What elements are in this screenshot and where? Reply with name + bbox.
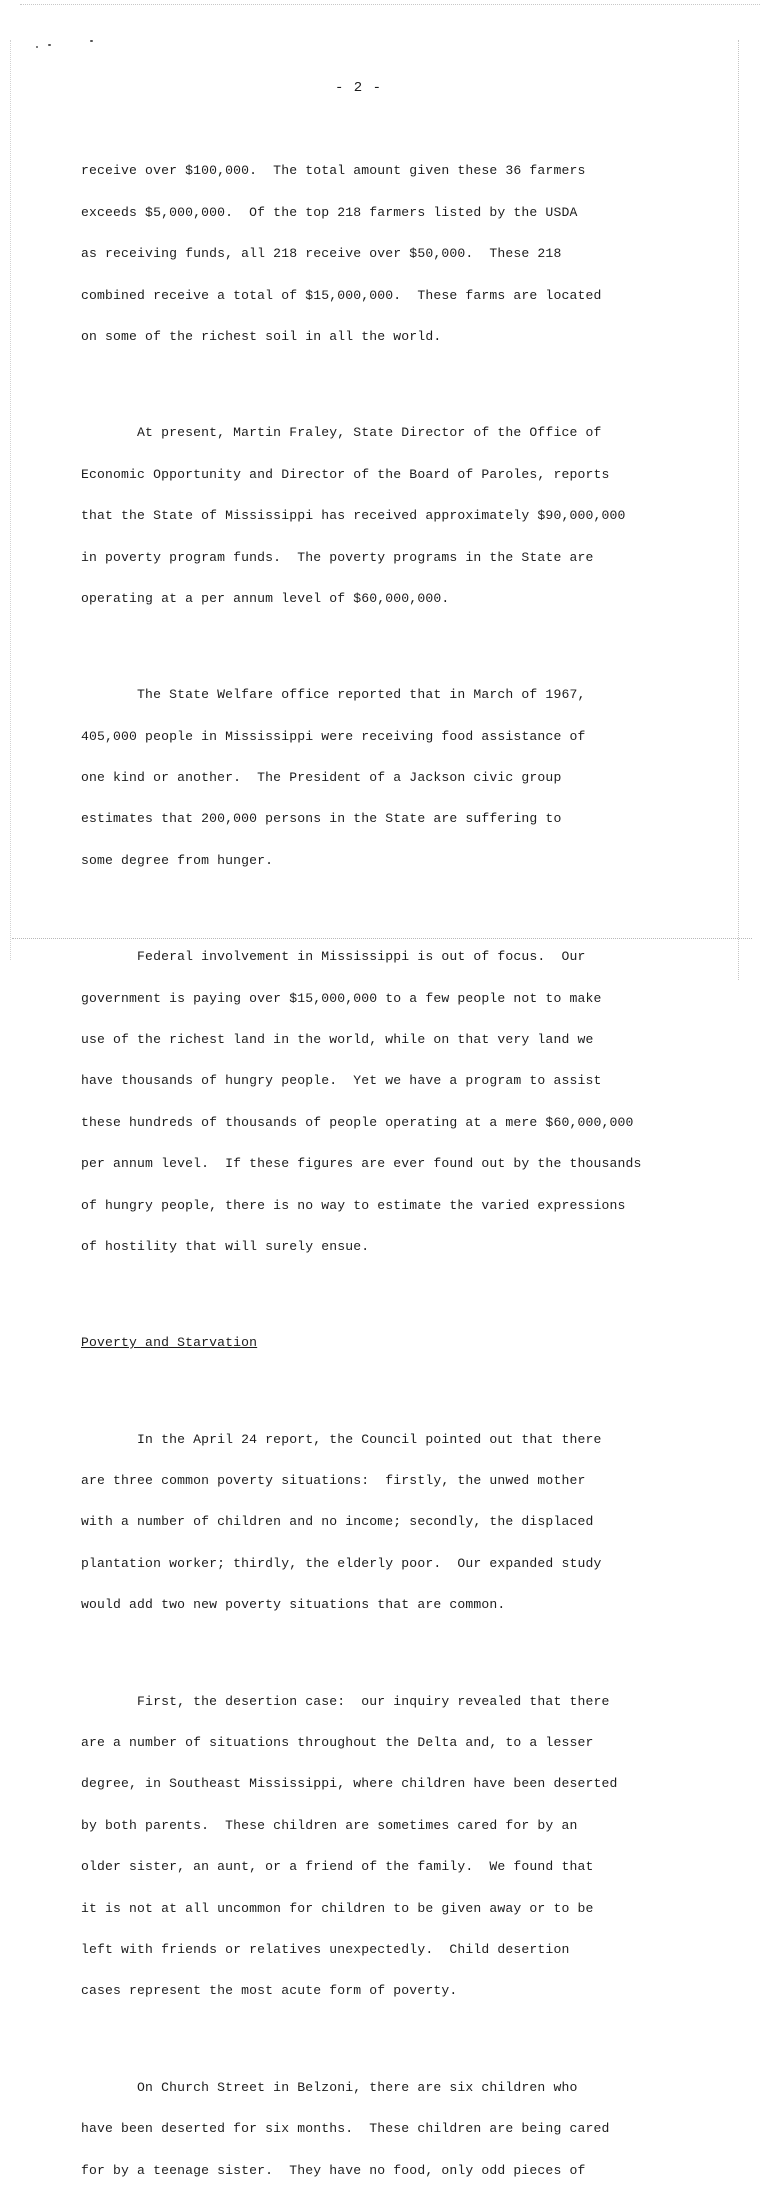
scan-speck bbox=[48, 44, 51, 46]
text-line: some degree from hunger. bbox=[81, 852, 274, 868]
text-line: are three common poverty situations: firstly, the unwed mother bbox=[81, 1473, 586, 1489]
text-line: of hungry people, there is no way to estimate the varied expressions bbox=[81, 1197, 626, 1213]
text-line: older sister, an aunt, or a friend of the family. We found that bbox=[81, 1859, 594, 1875]
text-line: exceeds $5,000,000. Of the top 218 farmers listed by the USDA bbox=[81, 204, 578, 220]
text-line: In the April 24 report, the Council pointed out that there bbox=[81, 1431, 602, 1447]
text-line: First, the desertion case: our inquiry revealed that there bbox=[81, 1693, 610, 1709]
text-line: At present, Martin Fraley, State Director of the Office of bbox=[81, 425, 602, 441]
scan-speck bbox=[90, 40, 93, 42]
text-line: On Church Street in Belzoni, there are six children who bbox=[81, 2079, 578, 2095]
text-line: The State Welfare office reported that in March of 1967, bbox=[81, 687, 586, 703]
text-line: in poverty program funds. The poverty programs in the State are bbox=[81, 549, 594, 565]
text-line: are a number of situations throughout the Delta and, to a lesser bbox=[81, 1735, 594, 1751]
body-text bbox=[81, 123, 721, 2205]
text-line: for by a teenage sister. They have no food, only odd pieces of bbox=[81, 2162, 586, 2178]
text-line: would add two new poverty situations that are common. bbox=[81, 1597, 506, 1613]
text-line: operating at a per annum level of $60,000,000. bbox=[81, 590, 450, 606]
text-line: estimates that 200,000 persons in the State are suffering to bbox=[81, 811, 562, 827]
text-line: as receiving funds, all 218 receive over $50,000. These 218 bbox=[81, 246, 562, 262]
text-line: these hundreds of thousands of people operating at a mere $60,000,000 bbox=[81, 1114, 634, 1130]
text-line: have thousands of hungry people. Yet we have a program to assist bbox=[81, 1073, 602, 1089]
text-line: degree, in Southeast Mississippi, where children have been deserted bbox=[81, 1776, 618, 1792]
text-line: combined receive a total of $15,000,000. These farms are located bbox=[81, 287, 602, 303]
text-line: one kind or another. The President of a Jackson civic group bbox=[81, 770, 562, 786]
text-line: by both parents. These children are sometimes cared for by an bbox=[81, 1817, 578, 1833]
scan-edge-top bbox=[20, 4, 760, 5]
text-line: per annum level. If these figures are ever found out by the thousands bbox=[81, 1156, 642, 1172]
text-line: of hostility that will surely ensue. bbox=[81, 1238, 370, 1254]
text-line: left with friends or relatives unexpectedly. Child desertion bbox=[81, 1941, 570, 1957]
text-line: have been deserted for six months. These children are being cared bbox=[81, 2121, 610, 2137]
text-line: 405,000 people in Mississippi were receiving food assistance of bbox=[81, 728, 586, 744]
text-line: plantation worker; thirdly, the elderly poor. Our expanded study bbox=[81, 1555, 602, 1571]
scan-speck bbox=[36, 46, 38, 48]
text-line: government is paying over $15,000,000 to a few people not to make bbox=[81, 990, 602, 1006]
text-line: on some of the richest soil in all the world. bbox=[81, 328, 442, 344]
text-line: Economic Opportunity and Director of the Board of Paroles, reports bbox=[81, 466, 610, 482]
text-line: with a number of children and no income; secondly, the displaced bbox=[81, 1514, 594, 1530]
text-line: it is not at all uncommon for children to be given away or to be bbox=[81, 1900, 594, 1916]
text-line: cases represent the most acute form of poverty. bbox=[81, 1983, 458, 1999]
scan-edge-left bbox=[10, 40, 11, 960]
text-line: Federal involvement in Mississippi is out of focus. Our bbox=[81, 949, 586, 965]
section-heading: Poverty and Starvation bbox=[81, 1335, 258, 1351]
text-line: use of the richest land in the world, while on that very land we bbox=[81, 1031, 594, 1047]
text-line: receive over $100,000. The total amount given these 36 farmers bbox=[81, 163, 586, 179]
text-line: that the State of Mississippi has received approximately $90,000,000 bbox=[81, 508, 626, 524]
scan-edge-right bbox=[738, 40, 739, 980]
page-number: - 2 - bbox=[335, 80, 383, 96]
